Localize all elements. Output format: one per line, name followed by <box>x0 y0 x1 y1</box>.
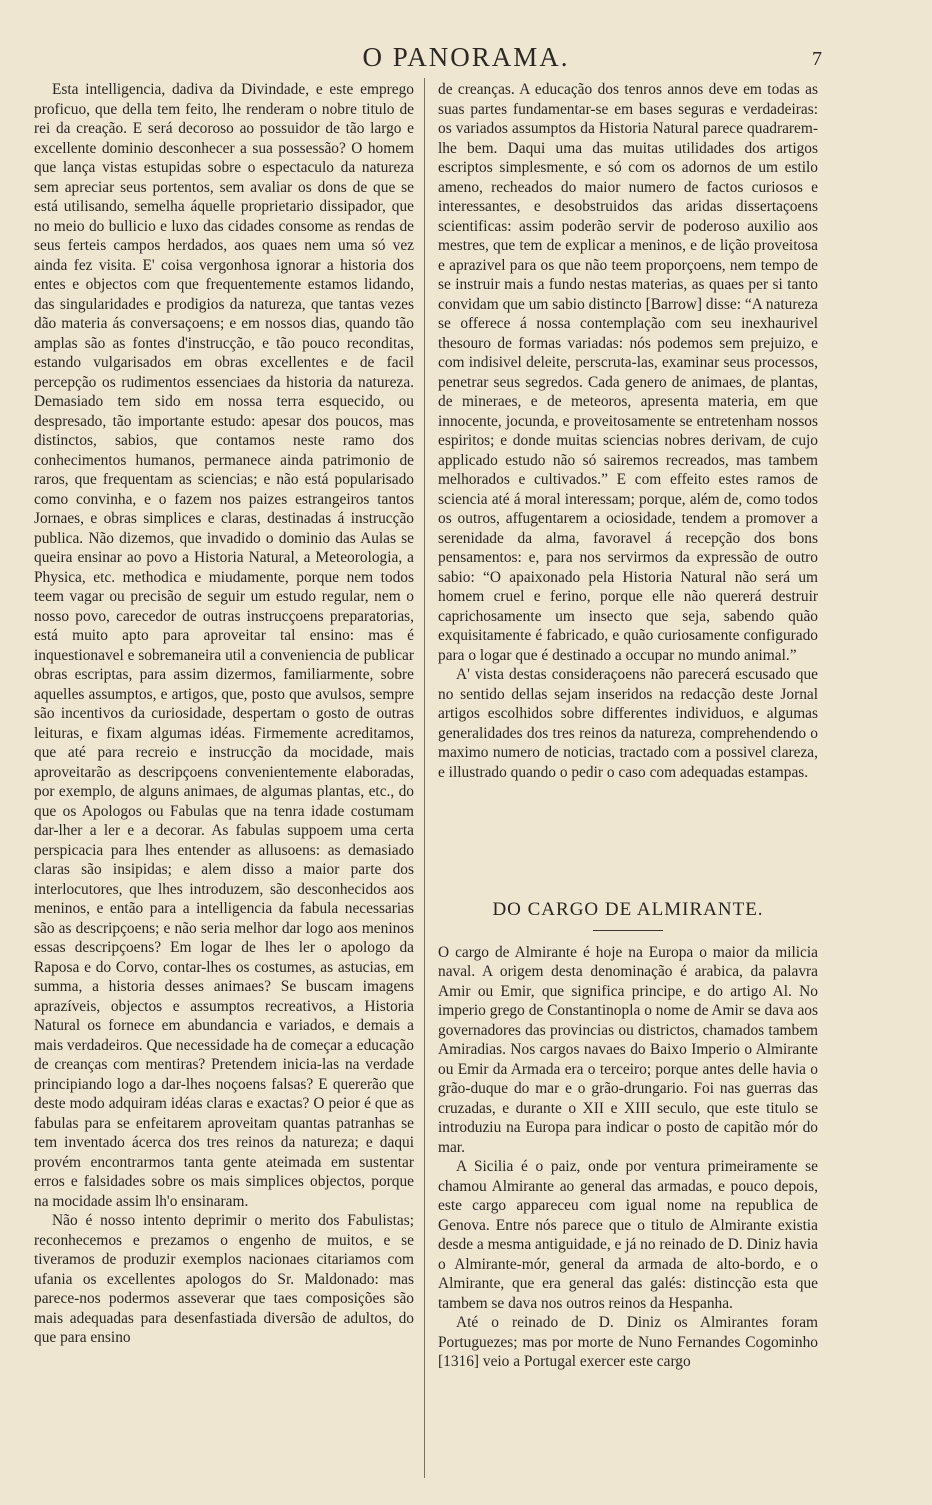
paragraph: Não é nosso intento deprimir o merito dos Fabulistas; reconhecemos e prezamos o engenho de muitos, e se tiveramos de produzir exemplos nacionaes citariamos com ufania os excellentes apologos do Sr. Maldonado: mas parece-nos podermos asseverar que taes composições são mais adequadas para desenfastiada diversão de adultos, do que para ensino <box>34 1212 414 1346</box>
section-heading: DO CARGO DE ALMIRANTE. <box>492 899 764 920</box>
paragraph: de creanças. A educação dos tenros annos deve em todas as suas partes fundamentar-se em bases seguras e verdadeiras: os variados assumptos da Historia Natural parece quadrarem-lhe bem. Daqui uma das muitas utilidades dos artigos escriptos simplesmente, e só com os adornos de um estilo ameno, recheados do maior numero de factos curiosos e interessantes, e desobstruidos das aridas dissertaçoens scientificas: assim poderão servir de poderoso auxilio aos mestres, que tem de explicar a meninos, e de lição proveitosa e aprazivel para os que não teem proporçoens, nem tempo de se instruir mais a fundo nestas materias, as quaes per si tanto convidam que um sabio distincto [Barrow] disse: “A natureza se offerece á nossa contemplação com seu inexhaurivel thesouro de formas variadas: nós podemos sem prejuizo, e com indisivel deleite, perscruta-las, examinar seus processos, penetrar seus segredos. Cada genero de animaes, de plantas, de mineraes, e de meteoros, apresenta materia, em que innocente, jocunda, e proveitosamente se entretenham nossos espiritos; e donde muitas sciencias nobres derivam, de cujo applicado estudo não só sairemos recreados, mas tambem melhorados e cultivados.” E com effeito estes ramos de sciencia até á moral interessam; porque, além de, como todos os outros, affugentarem a ociosidade, tendem a promover a serenidade da alma, favoravel á recepção dos bons pensamentos: e, para nos servirmos da expressão de outro sabio: “O apaixonado pela Historia Natural não será um homem cruel e ferino, porque elle não quererá destruir caprichosamente um insecto que seja, sabendo quão exquisitamente é fabricado, e quão curiosamente configurado para o logar que é destinado a occupar no mundo animal.” <box>438 81 818 664</box>
right-column <box>438 80 818 1480</box>
paragraph: Esta intelligencia, dadiva da Divindade, e este emprego proficuo, que della tem feito, lhe renderam o nobre titulo de rei da creação. E será decoroso ao possuidor de tão largo e excellente dominio desconhecer a sua possessão? O homem que lança vistas estupidas sobre o espectaculo da natureza sem apreciar seus portentos, sem avaliar os dons de que se está utilisando, semelha áquelle proprietario dissipador, que no meio do bullicio e luxo das cidades consome as rendas de seus ferteis campos herdados, aos quaes nem uma só vez ainda fez visita. E' coisa vergonhosa ignorar a historia dos entes e objectos com que frequentemente estamos lidando, das singularidades e prodigios da natureza, que tantas vezes dão materia ás conversaçoens; e em nossos dias, quando tão amplas são as fontes d'instrucção, e tão pouco reconditas, estando vulgarisados em obras excellentes e de facil percepção os rudimentos essenciaes da historia da natureza. Demasiado tem sido em nossa terra esquecido, ou despresado, tão importante estudo: apesar dos poucos, mas distinctos, sabios, que contamos neste ramo dos conhecimentos humanos, permanece ainda patrimonio de raros, que frequentam as sciencias; e não está popularisado como convinha, e o fazem nos paizes estrangeiros tantos Jornaes, e obras simplices e claras, destinadas á instrucção publica. Não dizemos, que invadido o dominio das Aulas se queira ensinar ao povo a Historia Natural, a Meteorologia, a Physica, etc. methodica e miudamente, porque nem todos teem vagar ou precisão de seguir um estudo regular, nem o nosso povo, carecedor de outras instrucçoens preparatorias, está muito apto para aproveitar tal ensino: mas é inquestionavel e sobremaneira util a conveniencia de publicar obras escriptas, para assim dizermos, familiarmente, sobre aquelles assumptos, e artigos, que, posto que avulsos, sempre são incentivos da curiosidade, despertam o gosto de outras leituras, e fixam algumas idéas. Firmemente acreditamos, que até para recreio e instrucção da mocidade, mais aproveitarão as descripçoens convenientemente elaboradas, por exemplo, de alguns animaes, de algumas plantas, etc., do que os Apologos ou Fabulas que na tenra idade costumam dar-lher a ler e a decorar. As fabulas suppoem uma certa perspicacia para lhes entender as allusoens: as demasiado claras são insipidas; e alem disso a maior parte dos interlocutores, que lhes introduzem, são desconhecidos aos meninos, e então para a intelligencia da fabula necessarias são as descripçoens; e não seria melhor dar logo aos meninos essas descripçoens? Em logar de lhes ler o apologo da Raposa e do Corvo, contar-lhes os costumes, as astucias, em summa, a historia desses animaes? Se buscam imagens aprazíveis, objectos e assumptos recreativos, a Historia Natural os fornece em abundancia e variados, e demais a mais verdadeiros. Que necessidade ha de começar a educação de creanças com mentiras? Pretendem inicia-las na verdade principiando logo a dar-lhes noçoens falsas? E quererão que deste modo adquiram idéas claras e exactas? O peior é que as fabulas para se enfeitarem aproveitam quantas patranhas se tem inventado ácerca dos tres reinos da natureza; e daqui provém encontrarmos tanta gente ateimada em sustentar erros e falsidades sobre os mais simplices objectos, porque na mocidade assim lh'o ensinaram. <box>34 81 414 1210</box>
page-number: 7 <box>812 48 822 70</box>
paragraph: O cargo de Almirante é hoje na Europa o maior da milicia naval. A origem desta denominação é arabica, da palavra Amir ou Emir, que significa principe, e do artigo Al. No imperio grego de Constantinopla o nome de Amir se dava aos governadores das provincias ou districtos, chamados tambem Amiradias. Nos cargos navaes do Baixo Imperio o Almirante ou Emir da Armada era o terceiro; porque antes delle havia o grão-duque do mar e o grão-drungario. Foi nas guerras das cruzadas, e durante o XII e XIII seculo, que este titulo se introduziu na Europa para indicar o posto de capitão mór do mar. <box>438 943 818 1156</box>
masthead <box>0 42 932 78</box>
left-column <box>34 80 414 1480</box>
masthead-title: O PANORAMA. <box>362 42 570 72</box>
heading-divider <box>593 930 663 931</box>
column-divider <box>424 78 425 1478</box>
paragraph: Até o reinado de D. Diniz os Almirantes foram Portuguezes; mas por morte de Nuno Fernandes Cogominho [1316] veio a Portugal exercer este cargo <box>438 1314 818 1370</box>
paragraph: A' vista destas consideraçoens não parecerá escusado que no sentido dellas sejam inseridos na redacção deste Jornal artigos escolhidos sobre differentes individuos, e algumas generalidades dos tres reinos da natureza, comprehendendo o maximo numero de noticias, tractado com a possivel clareza, e illustrado quando o pedir o caso com adequadas estampas. <box>438 666 818 781</box>
paragraph: A Sicilia é o paiz, onde por ventura primeiramente se chamou Almirante ao general das armadas, e pouco depois, este cargo appareceu com igual nome na republica de Genova. Entre nós parece que o titulo de Almirante existia desde a mesma antiguidade, e já no reinado de D. Diniz havia o Almirante-mór, general da armada de alto-bordo, e o Almirante, que era general das galés: distincção esta que tambem se dava nos outros reinos da Hespanha. <box>438 1158 818 1312</box>
